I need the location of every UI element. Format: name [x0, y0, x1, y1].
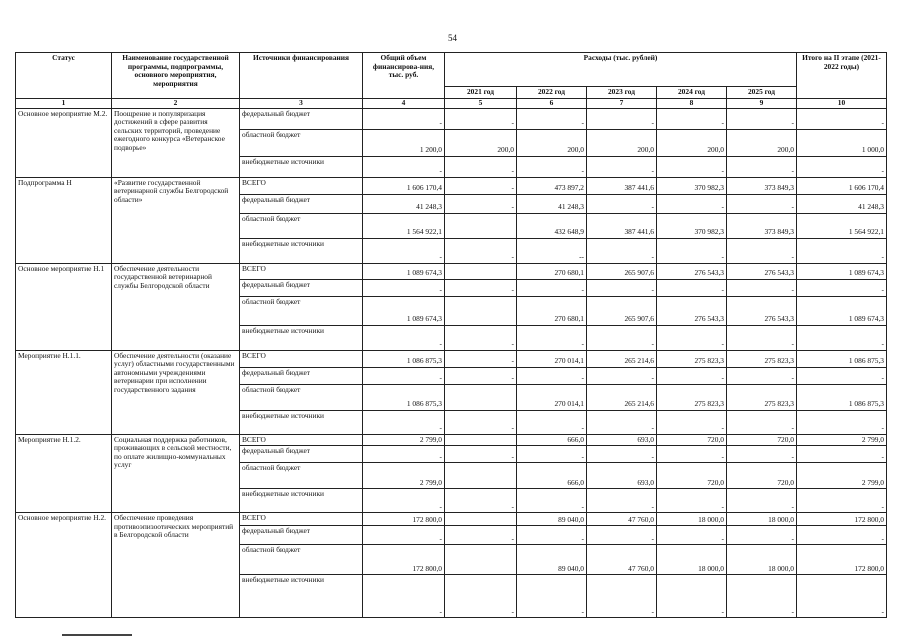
funding-source: внебюджетные источники — [240, 489, 363, 513]
amount-cell: - — [587, 108, 657, 129]
col-number: 7 — [587, 99, 657, 109]
amount-cell: - — [657, 238, 727, 263]
amount-cell: 2 799,0 — [363, 463, 445, 489]
amount-cell: 89 040,0 — [517, 545, 587, 575]
amount-cell: 265 907,6 — [587, 263, 657, 279]
row-status: Основное мероприятие Н.2. — [16, 513, 112, 618]
funding-source: федеральный бюджет — [240, 194, 363, 213]
amount-cell: 370 982,3 — [657, 177, 727, 194]
amount-cell: 265 214,6 — [587, 384, 657, 410]
amount-cell: - — [797, 325, 887, 350]
budget-table — [15, 52, 887, 618]
amount-cell: - — [797, 446, 887, 463]
amount-cell: 666,0 — [517, 434, 587, 446]
table-body — [16, 108, 887, 618]
funding-source: федеральный бюджет — [240, 446, 363, 463]
col-number: 1 — [16, 99, 112, 109]
amount-cell: - — [445, 526, 517, 545]
amount-cell: 18 000,0 — [727, 513, 797, 526]
amount-cell: 693,0 — [587, 434, 657, 446]
amount-cell: - — [517, 108, 587, 129]
amount-cell: - — [445, 350, 517, 367]
amount-cell: 200,0 — [445, 129, 517, 156]
amount-cell: - — [363, 108, 445, 129]
amount-cell: - — [797, 526, 887, 545]
amount-cell: - — [517, 489, 587, 513]
amount-cell: - — [517, 325, 587, 350]
amount-cell: 275 823,3 — [727, 350, 797, 367]
amount-cell: - — [727, 238, 797, 263]
amount-cell: - — [363, 575, 445, 618]
amount-cell: - — [517, 156, 587, 177]
col-number: 2 — [112, 99, 240, 109]
amount-cell: - — [797, 279, 887, 296]
amount-cell: 275 823,3 — [727, 384, 797, 410]
funding-source: ВСЕГО — [240, 513, 363, 526]
amount-cell: - — [657, 575, 727, 618]
funding-source: областной бюджет — [240, 129, 363, 156]
amount-cell: 172 800,0 — [797, 513, 887, 526]
funding-source: ВСЕГО — [240, 177, 363, 194]
amount-cell: 373 849,3 — [727, 177, 797, 194]
amount-cell: - — [587, 575, 657, 618]
amount-cell: - — [797, 238, 887, 263]
funding-source: внебюджетные источники — [240, 238, 363, 263]
amount-cell: 720,0 — [657, 463, 727, 489]
amount-cell: 1 564 922,1 — [363, 213, 445, 238]
amount-cell: 18 000,0 — [657, 545, 727, 575]
amount-cell: - — [727, 410, 797, 434]
amount-cell: - — [797, 410, 887, 434]
amount-cell: - — [517, 279, 587, 296]
amount-cell: 270 680,1 — [517, 263, 587, 279]
header-stage-total: Итого на II этапе (2021-2022 годы) — [797, 53, 887, 99]
amount-cell: - — [587, 194, 657, 213]
funding-source: областной бюджет — [240, 545, 363, 575]
amount-cell: 275 823,3 — [657, 350, 727, 367]
amount-cell: - — [517, 367, 587, 384]
row-name: Поощрение и популяризация достижений в сфере развития сельских территорий, проведение ежегодного конкурса «Ветеранское подворье» — [112, 108, 240, 177]
header-year: 2022 год — [517, 87, 587, 99]
amount-cell — [445, 545, 517, 575]
amount-cell: - — [727, 526, 797, 545]
amount-cell: - — [445, 367, 517, 384]
amount-cell: 270 014,1 — [517, 384, 587, 410]
header-year: 2024 год — [657, 87, 727, 99]
col-number: 9 — [727, 99, 797, 109]
table-row — [16, 350, 887, 367]
amount-cell: - — [363, 156, 445, 177]
amount-cell: - — [727, 279, 797, 296]
amount-cell: -- — [517, 238, 587, 263]
amount-cell: - — [797, 156, 887, 177]
amount-cell: - — [587, 446, 657, 463]
amount-cell: 720,0 — [657, 434, 727, 446]
row-status: Подпрограмма Н — [16, 177, 112, 263]
amount-cell: - — [797, 367, 887, 384]
funding-source: областной бюджет — [240, 463, 363, 489]
amount-cell: - — [657, 446, 727, 463]
amount-cell: - — [587, 238, 657, 263]
amount-cell: - — [797, 108, 887, 129]
amount-cell — [445, 463, 517, 489]
amount-cell: - — [727, 325, 797, 350]
amount-cell: 172 800,0 — [363, 545, 445, 575]
amount-cell: - — [517, 410, 587, 434]
amount-cell — [445, 434, 517, 446]
amount-cell: - — [657, 279, 727, 296]
header-year: 2023 год — [587, 87, 657, 99]
funding-source: областной бюджет — [240, 384, 363, 410]
amount-cell: - — [445, 279, 517, 296]
amount-cell: 720,0 — [727, 463, 797, 489]
amount-cell: - — [727, 575, 797, 618]
funding-source: внебюджетные источники — [240, 410, 363, 434]
amount-cell: - — [657, 194, 727, 213]
amount-cell — [445, 263, 517, 279]
row-name: Обеспечение деятельности (оказание услуг) областными государственными автономными учреждениями ветеринарии при исполнении государственного задания — [112, 350, 240, 434]
amount-cell: 172 800,0 — [797, 545, 887, 575]
amount-cell: 2 799,0 — [363, 434, 445, 446]
amount-cell: 1 086 875,3 — [797, 384, 887, 410]
amount-cell: - — [727, 446, 797, 463]
amount-cell — [445, 296, 517, 325]
col-number: 10 — [797, 99, 887, 109]
amount-cell: - — [657, 108, 727, 129]
amount-cell: 1 564 922,1 — [797, 213, 887, 238]
amount-cell: - — [727, 108, 797, 129]
amount-cell: 666,0 — [517, 463, 587, 489]
amount-cell: 18 000,0 — [727, 545, 797, 575]
amount-cell: 270 680,1 — [517, 296, 587, 325]
amount-cell: 370 982,3 — [657, 213, 727, 238]
col-number: 6 — [517, 99, 587, 109]
amount-cell: 1 089 674,3 — [797, 296, 887, 325]
amount-cell: - — [797, 575, 887, 618]
funding-source: ВСЕГО — [240, 350, 363, 367]
amount-cell: - — [363, 526, 445, 545]
funding-source: федеральный бюджет — [240, 108, 363, 129]
header-expenses: Расходы (тыс. рублей) — [445, 53, 797, 87]
row-status: Основное мероприятие М.2. — [16, 108, 112, 177]
funding-source: областной бюджет — [240, 213, 363, 238]
col-number: 5 — [445, 99, 517, 109]
amount-cell: 270 014,1 — [517, 350, 587, 367]
header-status: Статус — [16, 53, 112, 99]
amount-cell: - — [363, 279, 445, 296]
amount-cell — [445, 513, 517, 526]
amount-cell: 1 606 170,4 — [363, 177, 445, 194]
amount-cell: - — [445, 410, 517, 434]
amount-cell: 276 543,3 — [727, 263, 797, 279]
funding-source: внебюджетные источники — [240, 325, 363, 350]
table-row — [16, 263, 887, 279]
amount-cell: 1 089 674,3 — [363, 263, 445, 279]
amount-cell: 89 040,0 — [517, 513, 587, 526]
amount-cell: - — [587, 489, 657, 513]
amount-cell: - — [517, 575, 587, 618]
amount-cell — [445, 213, 517, 238]
table-row — [16, 177, 887, 194]
funding-source: ВСЕГО — [240, 434, 363, 446]
row-name: Социальная поддержка работников, проживающих в сельской местности, по оплате жилищно-коммунальных услуг — [112, 434, 240, 513]
amount-cell: 1 000,0 — [797, 129, 887, 156]
amount-cell: - — [727, 367, 797, 384]
page-edge-line — [62, 634, 132, 636]
amount-cell: - — [657, 325, 727, 350]
row-name: Обеспечение деятельности государственной ветеринарной службы Белгородской области — [112, 263, 240, 350]
row-name: «Развитие государственной ветеринарной службы Белгородской области» — [112, 177, 240, 263]
amount-cell: - — [727, 489, 797, 513]
funding-source: федеральный бюджет — [240, 279, 363, 296]
amount-cell: 1 086 875,3 — [363, 384, 445, 410]
amount-cell: - — [727, 156, 797, 177]
amount-cell: 2 799,0 — [797, 434, 887, 446]
amount-cell: 1 086 875,3 — [363, 350, 445, 367]
amount-cell: 693,0 — [587, 463, 657, 489]
amount-cell: 47 760,0 — [587, 545, 657, 575]
header-sources: Источники финансирования — [240, 53, 363, 99]
header-name: Наименование государственной программы, подпрограммы, основного мероприятия, мероприятия — [112, 53, 240, 99]
amount-cell: - — [587, 156, 657, 177]
header-year: 2025 год — [727, 87, 797, 99]
amount-cell: 276 543,3 — [657, 263, 727, 279]
funding-source: внебюджетные источники — [240, 575, 363, 618]
amount-cell: 1 089 674,3 — [363, 296, 445, 325]
amount-cell: - — [517, 446, 587, 463]
col-number: 4 — [363, 99, 445, 109]
amount-cell: - — [587, 410, 657, 434]
amount-cell: 265 907,6 — [587, 296, 657, 325]
funding-source: федеральный бюджет — [240, 526, 363, 545]
amount-cell: 2 799,0 — [797, 463, 887, 489]
amount-cell: 41 248,3 — [517, 194, 587, 213]
amount-cell: - — [445, 108, 517, 129]
table-row — [16, 108, 887, 129]
amount-cell: 200,0 — [727, 129, 797, 156]
amount-cell: 276 543,3 — [727, 296, 797, 325]
amount-cell: 200,0 — [517, 129, 587, 156]
funding-source: внебюджетные источники — [240, 156, 363, 177]
amount-cell: - — [727, 194, 797, 213]
amount-cell: - — [363, 325, 445, 350]
row-status: Мероприятие Н.1.2. — [16, 434, 112, 513]
amount-cell: - — [363, 446, 445, 463]
amount-cell: - — [363, 238, 445, 263]
header-total: Общий объем финансирова-ния, тыс. руб. — [363, 53, 445, 99]
table-row — [16, 434, 887, 446]
amount-cell: 275 823,3 — [657, 384, 727, 410]
amount-cell: 265 214,6 — [587, 350, 657, 367]
amount-cell: - — [363, 367, 445, 384]
amount-cell: - — [445, 325, 517, 350]
amount-cell: - — [363, 489, 445, 513]
col-number: 8 — [657, 99, 727, 109]
amount-cell: - — [657, 489, 727, 513]
amount-cell: 473 897,2 — [517, 177, 587, 194]
row-status: Основное мероприятие Н.1 — [16, 263, 112, 350]
amount-cell: - — [657, 526, 727, 545]
amount-cell: 720,0 — [727, 434, 797, 446]
amount-cell: 47 760,0 — [587, 513, 657, 526]
amount-cell: 373 849,3 — [727, 213, 797, 238]
amount-cell: - — [445, 489, 517, 513]
amount-cell: - — [363, 410, 445, 434]
amount-cell: 1 086 875,3 — [797, 350, 887, 367]
amount-cell: 1 200,0 — [363, 129, 445, 156]
page-number: 54 — [448, 33, 457, 43]
amount-cell: - — [657, 156, 727, 177]
amount-cell: - — [587, 279, 657, 296]
amount-cell: 1 606 170,4 — [797, 177, 887, 194]
funding-source: федеральный бюджет — [240, 367, 363, 384]
amount-cell: 41 248,3 — [363, 194, 445, 213]
amount-cell: - — [657, 367, 727, 384]
amount-cell: - — [797, 489, 887, 513]
amount-cell: - — [587, 367, 657, 384]
amount-cell: - — [445, 194, 517, 213]
amount-cell: 18 000,0 — [657, 513, 727, 526]
amount-cell: 276 543,3 — [657, 296, 727, 325]
amount-cell: - — [445, 238, 517, 263]
col-number: 3 — [240, 99, 363, 109]
amount-cell: - — [445, 575, 517, 618]
amount-cell: - — [445, 177, 517, 194]
row-name: Обеспечение проведения противоэпизоотических мероприятий в Белгородской области — [112, 513, 240, 618]
amount-cell: 200,0 — [587, 129, 657, 156]
amount-cell: - — [657, 410, 727, 434]
amount-cell: 41 248,3 — [797, 194, 887, 213]
amount-cell — [445, 384, 517, 410]
amount-cell: - — [445, 446, 517, 463]
table-row — [16, 513, 887, 526]
amount-cell: 387 441,6 — [587, 177, 657, 194]
funding-source: областной бюджет — [240, 296, 363, 325]
amount-cell: - — [587, 526, 657, 545]
row-status: Мероприятие Н.1.1. — [16, 350, 112, 434]
funding-source: ВСЕГО — [240, 263, 363, 279]
amount-cell: 200,0 — [657, 129, 727, 156]
amount-cell: 387 441,6 — [587, 213, 657, 238]
amount-cell: 172 800,0 — [363, 513, 445, 526]
amount-cell: 1 089 674,3 — [797, 263, 887, 279]
amount-cell: - — [587, 325, 657, 350]
header-year: 2021 год — [445, 87, 517, 99]
amount-cell: - — [517, 526, 587, 545]
amount-cell: 432 648,9 — [517, 213, 587, 238]
amount-cell: - — [445, 156, 517, 177]
